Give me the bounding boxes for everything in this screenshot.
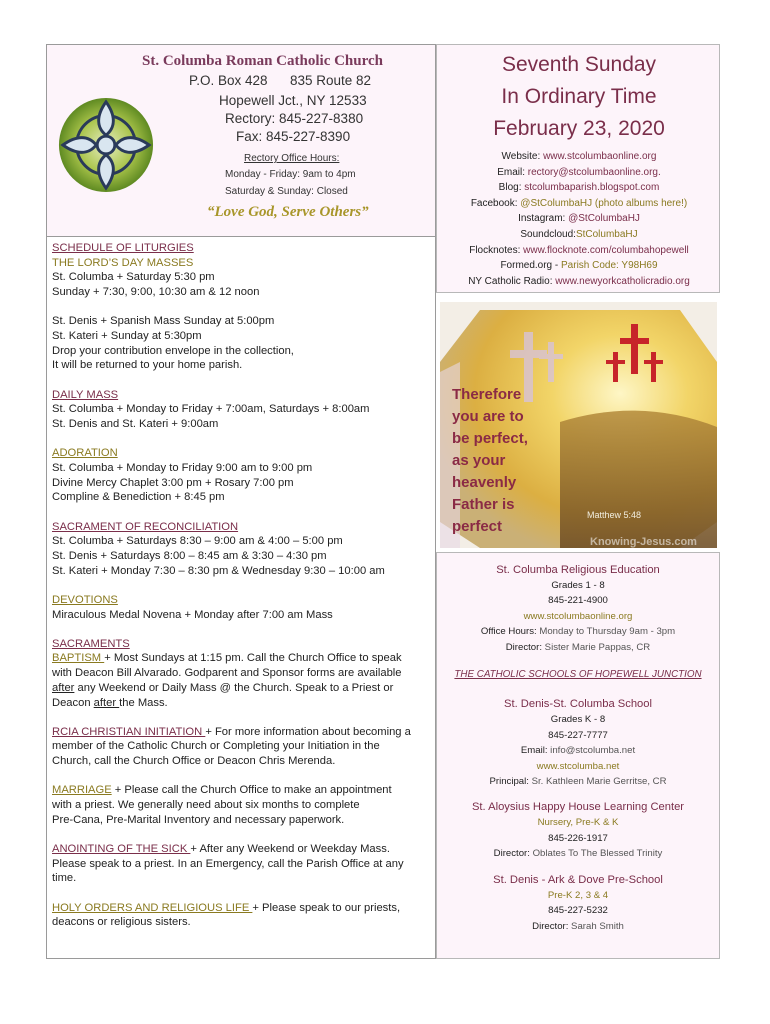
church-header: [46, 44, 436, 237]
anointing-line: ANOINTING OF THE SICK + After any Weekend or Weekday Mass.: [52, 843, 390, 855]
ad-director: Director: Sarah Smith: [532, 920, 624, 932]
rcia-title: RCIA CHRISTIAN INITIATION: [52, 725, 206, 738]
link-radio[interactable]: NY Catholic Radio: www.newyorkcatholicradio.org: [468, 275, 690, 287]
parish-motto: “Love God, Serve Others”: [207, 204, 369, 220]
po-box: P.O. Box 428: [189, 73, 268, 88]
link-facebook[interactable]: Facebook: @StColumbaHJ (photo albums here!): [470, 197, 688, 209]
verse-line: Father is: [452, 496, 515, 513]
reconciliation-title: SACRAMENT OF RECONCILIATION: [52, 520, 239, 533]
re-hours: Office Hours: Monday to Thursday 9am - 3pm: [480, 626, 676, 638]
link-website[interactable]: Website: www.stcolumbaonline.org: [501, 151, 657, 162]
schedule-line: Compline & Benediction + 8:45 pm: [52, 491, 225, 504]
schedule-line: It will be returned to your home parish.: [52, 359, 243, 372]
holy-orders-title: HOLY ORDERS AND RELIGIOUS LIFE: [52, 901, 253, 914]
schedule-line: St. Columba + Monday to Friday + 7:00am, Saturdays + 8:00am: [52, 403, 370, 416]
schedule-of-liturgies: [46, 237, 436, 959]
watermark: Knowing-Jesus.com: [590, 536, 697, 548]
re-website[interactable]: www.stcolumbaonline.org: [523, 610, 633, 622]
al-phone: 845-226-1917: [548, 832, 608, 844]
schedule-line: deacons or religious sisters.: [52, 916, 191, 929]
verse-line: be perfect,: [452, 430, 528, 447]
baptism-line: BAPTISM + Most Sundays at 1:15 pm. Call the Church Office to speak: [52, 652, 402, 665]
schedule-line: Pre-Cana, Pre-Marital Inventory and necessary paperwork.: [52, 813, 345, 826]
schedule-line: St. Kateri + Sunday at 5:30pm: [52, 330, 202, 343]
schedule-line: Divine Mercy Chaplet 3:00 pm + Rosary 7:00 pm: [52, 476, 294, 489]
al-name: St. Aloysius Happy House Learning Center: [471, 801, 685, 814]
re-grades: Grades 1 - 8: [551, 580, 605, 591]
schedule-line: St. Kateri + Monday 7:30 – 8:30 pm & Wednesday 9:30 – 10:00 am: [52, 564, 385, 577]
bulletin-title-line1: Seventh Sunday: [501, 53, 657, 76]
link-instagram[interactable]: Instagram: @StColumbaHJ: [518, 213, 640, 225]
verse-line: heavenly: [452, 474, 517, 491]
rcia-line: RCIA CHRISTIAN INITIATION + For more information about becoming a: [52, 725, 411, 738]
scripture-image: [440, 302, 717, 548]
bulletin-title-line2: In Ordinary Time: [501, 85, 657, 108]
link-flocknotes[interactable]: Flocknotes: www.flocknote.com/columbahopewell: [469, 244, 689, 256]
schedule-line: St. Denis + Saturdays 8:00 – 8:45 am & 3:30 – 4:30 pm: [52, 549, 327, 562]
schedule-line: St. Columba + Saturdays 8:30 – 9:00 am & 4:00 – 5:00 pm: [52, 535, 343, 548]
devotions-title: DEVOTIONS: [52, 593, 118, 606]
schedule-line: member of the Catholic Church or Completing your Initiation in the: [52, 740, 380, 753]
ad-grades: Pre-K 2, 3 & 4: [547, 889, 609, 901]
adoration-title: ADORATION: [52, 447, 118, 460]
schedule-line: St. Columba + Saturday 5:30 pm: [52, 271, 215, 284]
re-name: St. Columba Religious Education: [496, 564, 660, 576]
sd-name: St. Denis-St. Columba School: [504, 698, 652, 711]
contact-links: [437, 149, 721, 289]
schedule-line: Sunday + 7:30, 9:00, 10:30 am & 12 noon: [52, 286, 260, 299]
sd-website[interactable]: www.stcolumba.net: [536, 760, 620, 772]
daily-mass-title: DAILY MASS: [52, 388, 119, 401]
schedule-line: after any Weekend or Daily Mass @ the Church. Speak to a Priest or: [52, 681, 394, 694]
sacraments-title: SACRAMENTS: [52, 637, 130, 650]
verse-line: perfect: [452, 518, 503, 535]
ad-phone: 845-227-5232: [548, 905, 608, 917]
verse-line: Therefore: [452, 386, 522, 403]
holy-orders-line: HOLY ORDERS AND RELIGIOUS LIFE + Please speak to our priests,: [52, 901, 401, 914]
al-director: Director: Oblates To The Blessed Trinity: [493, 848, 663, 860]
verse-line: as your: [452, 452, 506, 469]
schedule-title: SCHEDULE OF LITURGIES: [52, 242, 194, 254]
marriage-line: MARRIAGE + Please call the Church Office to make an appointment: [52, 784, 392, 797]
schedule-line: Church, call the Church Office or Deacon Chris Merenda.: [52, 755, 336, 768]
schedule-line: with Deacon Bill Alvarado. Godparent and Sponsor forms are available: [52, 667, 402, 680]
rectory-phone: Rectory: 845-227-8380: [225, 111, 364, 126]
schedule-line: St. Denis and St. Kateri + 9:00am: [52, 418, 219, 431]
link-blog[interactable]: Blog: stcolumbaparish.blogspot.com: [498, 182, 660, 194]
link-soundcloud[interactable]: Soundcloud:StColumbaHJ: [520, 228, 638, 240]
celtic-cross-logo: [57, 95, 155, 195]
schedule-line: St. Denis + Spanish Mass Sunday at 5:00pm: [52, 315, 275, 328]
verse-line: you are to: [452, 408, 524, 425]
office-hours-weekday: Monday - Friday: 9am to 4pm: [225, 169, 356, 180]
route-address: 835 Route 82: [290, 73, 372, 88]
sd-grades: Grades K - 8: [550, 714, 606, 726]
bulletin-info-box: [436, 44, 720, 293]
anointing-title: ANOINTING OF THE SICK: [52, 843, 191, 855]
schedule-line: Miraculous Medal Novena + Monday after 7:00 am Mass: [52, 608, 333, 621]
schedule-line: with a priest. We generally need about six months to complete: [52, 799, 360, 812]
link-formed[interactable]: Formed.org - Parish Code: Y98H69: [500, 260, 658, 272]
al-grades: Nursery, Pre-K & K: [537, 817, 619, 829]
hill-ground: [560, 411, 717, 548]
re-phone: 845-221-4900: [548, 595, 608, 607]
schedule-line: time.: [52, 872, 77, 885]
fax-number: Fax: 845-227-8390: [236, 129, 351, 144]
schedule-line: Please speak to a priest. In an Emergency, call the Parish Office at any: [52, 857, 404, 870]
church-name: St. Columba Roman Catholic Church: [142, 53, 384, 69]
bulletin-date: February 23, 2020: [493, 117, 665, 140]
sd-phone: 845-227-7777: [548, 729, 608, 741]
education-box: [436, 552, 720, 959]
schedule-line: Deacon after the Mass.: [52, 696, 168, 709]
verse-reference: Matthew 5:48: [587, 510, 642, 520]
lords-day-title: THE LORD’S DAY MASSES: [52, 256, 194, 269]
ad-name: St. Denis - Ark & Dove Pre-School: [493, 873, 663, 886]
re-director: Director: Sister Marie Pappas, CR: [505, 641, 651, 653]
link-email[interactable]: Email: rectory@stcolumbaonline.org.: [497, 166, 661, 178]
schedule-line: Drop your contribution envelope in the collection,: [52, 344, 294, 357]
city-address: Hopewell Jct., NY 12533: [219, 93, 367, 108]
schools-heading: THE CATHOLIC SCHOOLS OF HOPEWELL JUNCTION: [454, 669, 702, 681]
schedule-line: St. Columba + Monday to Friday 9:00 am to 9:00 pm: [52, 461, 313, 474]
office-hours-weekend: Saturday & Sunday: Closed: [225, 186, 348, 197]
sd-email[interactable]: Email: info@stcolumba.net: [520, 745, 636, 757]
office-hours-title: Rectory Office Hours:: [244, 153, 340, 164]
sd-principal: Principal: Sr. Kathleen Marie Gerritse, CR: [489, 776, 667, 788]
baptism-title: BAPTISM: [52, 652, 105, 665]
marriage-title: MARRIAGE: [52, 784, 112, 797]
